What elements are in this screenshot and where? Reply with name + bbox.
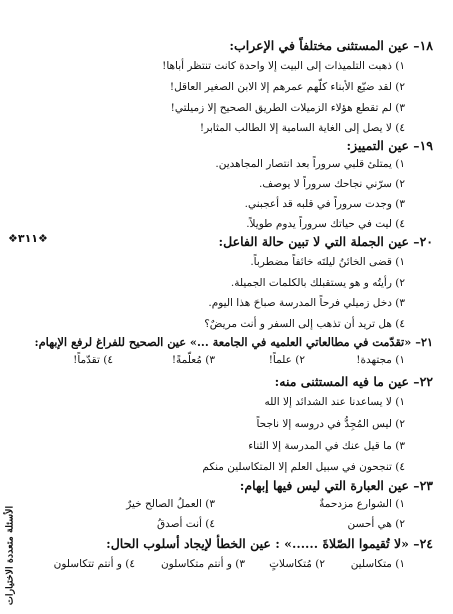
q20-option-3: ٣) دخل زميلي فرحاً المدرسة صباحَ هذا اليوم. bbox=[208, 297, 405, 309]
q23-option-1: ١) الشوارع مزدحمةٌ bbox=[319, 498, 405, 510]
question-19-stem: ١٩– عين التمييز: bbox=[346, 138, 433, 153]
q24-option-1: ١) متكاسلين bbox=[350, 558, 405, 570]
q24-option-2: ٢) مُتكاسلاتٍ bbox=[269, 558, 325, 570]
q21-option-1: ١) مجتهدة! bbox=[356, 354, 405, 366]
q18-option-2: ٢) لقد ضيّع الأبناء كلّهم عمرهم إلا الابن الصغير العاقل! bbox=[169, 81, 405, 93]
q20-option-1: ١) قضى الخائنُ ليلتَه خائفاً مضطرباً. bbox=[250, 256, 405, 268]
q20-option-2: ٢) رأيتُه و هو يستقبلك بالكلمات الجميلة. bbox=[230, 277, 405, 289]
question-18-stem: ١٨– عين المستثنى مختلفاً في الإعراب: bbox=[229, 38, 433, 53]
q21-option-4: ٤) تقدّماً! bbox=[73, 354, 113, 366]
q23-option-3: ٣) العملُ الصالح خيرٌ bbox=[126, 498, 215, 510]
q18-option-3: ٣) لم تقطع هؤلاء الزميلات الطريق الصحيح إلا زميلتي! bbox=[170, 102, 405, 114]
q22-option-1: ١) لا يساعدنا عند الشدائد إلا الله bbox=[264, 396, 405, 408]
question-21-stem: ٢١– «تقدّمت في مطالعاتي العلميه في الجامعة ...» عين الصحيح للفراغ لرفع الإبهام: bbox=[34, 335, 433, 349]
q18-option-1: ١) ذهبت التلميذات إلى البيت إلا واحدة كانت تنتظر أباها! bbox=[162, 60, 405, 72]
q22-option-4: ٤) تنجحون في سبيل العلم إلا المتكاسلين منكم bbox=[202, 461, 405, 473]
q22-option-3: ٣) ما قيل عنك في المدرسة إلا الثناء bbox=[248, 440, 405, 452]
q19-option-4: ٤) ليت في حياتك سروراً يدوم طويلاً. bbox=[246, 218, 405, 230]
q19-option-3: ٣) وجدت سروراً في قلبه قد أعجبني. bbox=[244, 198, 405, 210]
question-22-stem: ٢٢– عين ما فيه المستثنى منه: bbox=[274, 374, 433, 389]
q23-option-4: ٤) أنت أصدقُ bbox=[156, 518, 215, 530]
q19-option-1: ١) يمتلئ قلبي سروراً بعد انتصار المجاهدين. bbox=[215, 158, 405, 170]
q23-option-2: ٢) هي أحسن bbox=[347, 518, 405, 530]
question-20-stem: ٢٠– عين الجملة التي لا تبين حالة الفاعل: bbox=[218, 234, 433, 249]
page-number: ❖٣١١❖ bbox=[8, 232, 48, 245]
question-24-stem: ٢٤– «لا تُقيموا الصّلاةَ ......» : عين الخطأ لإيجاد أسلوب الحال: bbox=[106, 536, 433, 551]
q24-option-3: ٣) و أنتم متكاسلون bbox=[160, 558, 245, 570]
q20-option-4: ٤) هل تريد أن تذهب إلى السفر و أنت مريضٌ؟ bbox=[204, 318, 405, 330]
side-tab bbox=[3, 500, 17, 612]
q21-option-3: ٣) مُعلّمةً! bbox=[171, 354, 215, 366]
side-tab-label: الأسئلة متعددة الاختيارات bbox=[4, 505, 16, 606]
q24-option-4: ٤) و أنتم تتكاسلون bbox=[53, 558, 135, 570]
question-23-stem: ٢٣– عين العبارة التي ليس فيها إبهام: bbox=[239, 478, 433, 493]
q18-option-4: ٤) لا يصل إلى الغاية السامية إلا الطالب المثابر! bbox=[199, 122, 405, 134]
q19-option-2: ٢) سرّني نجاحك سروراً لا يوصف. bbox=[258, 178, 405, 190]
q21-option-2: ٢) علماً! bbox=[268, 354, 305, 366]
q22-option-2: ٢) ليس المُجِدُّ في دروسه إلا ناجحاً bbox=[256, 418, 405, 430]
